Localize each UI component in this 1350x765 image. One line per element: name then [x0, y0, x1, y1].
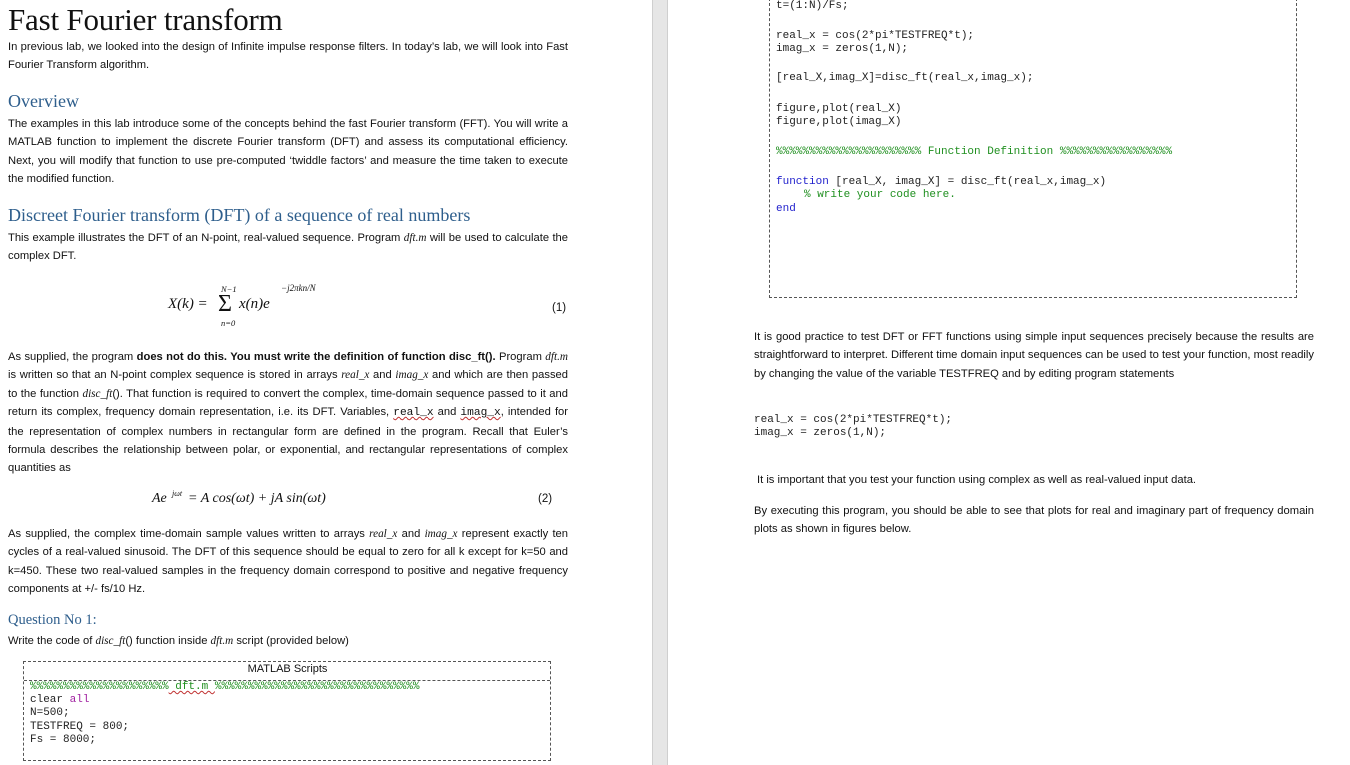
code2-realx-line: real_x = cos(2*pi*TESTFREQ*t);: [754, 414, 953, 426]
dft-paragraph: This example illustrates the DFT of an N-point, real-valued sequence. Program dft.m will be used to calculate the complex DFT.: [8, 232, 569, 263]
question-heading: Question No 1:: [8, 612, 97, 628]
code-realx-line: real_x = cos(2*pi*TESTFREQ*t);: [776, 30, 975, 42]
eq1-sum-bottom: n=0: [221, 318, 236, 328]
code-testfreq-line: TESTFREQ = 800;: [30, 721, 130, 733]
filename-dft: dft.m: [403, 232, 427, 244]
supplied-paragraph: As supplied, the program does not do this. You must write the definition of function disc_ft(). Program dft.m is written so that an N-point complex sequence is stored in arrays real_x and imag_x and which are then passed to the function disc_ft(). That function is required to convert the complex, time-domain sequence passed to it and return its complex, frequency domain representation, i.e. its DFT. Variables, real_x and imag_x, intended for the representation of complex numbers in rectangular form are defined in the program. Recall that Euler’s formula describes the relationship between polar, or exponential, and rectangular representations of complex quantities as: [8, 351, 569, 475]
code-fs-line: Fs = 8000;: [30, 734, 97, 746]
eq1-lhs: X(k) =: [168, 296, 208, 312]
dft-heading: Discreet Fourier transform (DFT) of a sequence of real numbers: [8, 205, 471, 225]
code-figure1-line: figure,plot(real_X): [776, 103, 902, 115]
code-call-line: [real_X,imag_X]=disc_ft(real_x,imag_x);: [776, 72, 1034, 84]
eq2-exponent: jωt: [172, 489, 183, 498]
eq1-number: (1): [552, 302, 567, 314]
samples-paragraph: As supplied, the complex time-domain sample values written to arrays real_x and imag_x represent exactly ten cycles of a real-valued sinusoid. The DFT of this sequence should be equal to zero for all k except for k=50 and k=450. These two real-valued samples in the frequency domain correspond to positive and negative frequency components at +/- fs/10 Hz.: [8, 528, 568, 596]
sigma-symbol: Σ: [218, 291, 232, 317]
code-figure2-line: figure,plot(imag_X): [776, 116, 902, 128]
document-page-right: [668, 0, 1350, 765]
code-n-line: N=500;: [30, 707, 70, 719]
code-t-line: t=(1:N)/Fs;: [776, 0, 849, 12]
overview-heading: Overview: [8, 91, 79, 111]
exec-paragraph: By executing this program, you should be able to see that plots for real and imaginary part of frequency domain plots as shown in figures below.: [754, 505, 1314, 536]
document-page-left: [0, 0, 652, 765]
code-end-line: end: [776, 203, 796, 215]
code-comment-line: % write your code here.: [804, 189, 956, 201]
code-function-definition-banner: %%%%%%%%%%%%%%%%%%%%%% Function Definition %%%%%%%%%%%%%%%%%: [776, 146, 1173, 158]
eq1-sum-top: N−1: [221, 284, 237, 294]
code-imagx-line: imag_x = zeros(1,N);: [776, 43, 909, 55]
code2-imagx-line: imag_x = zeros(1,N);: [754, 427, 887, 439]
complex-paragraph: It is important that you test your function using complex as well as real-valued input data.: [757, 474, 1197, 486]
page-title: Fast Fourier transform: [8, 2, 283, 37]
eq2-rhs: = A cos(ωt) + jA sin(ωt): [188, 491, 326, 506]
test-paragraph: It is good practice to test DFT or FFT functions using simple input sequences precisely because the results are straightforward to interpret. Different time domain input sequences can be used to test your function, most readily by changing the value of the variable TESTFREQ and by editing program statements: [754, 331, 1314, 380]
eq2-lhs: Ae: [152, 491, 167, 506]
eq2-number: (2): [538, 493, 553, 505]
eq1-exponent: −j2πkn/N: [281, 283, 316, 293]
code-header-line: %%%%%%%%%%%%%%%%%%%%% dft.m %%%%%%%%%%%%%%%%%%%%%%%%%%%%%%%: [30, 681, 420, 693]
code-clear-line: clear all: [30, 694, 90, 706]
matlab-scripts-label: MATLAB Scripts: [247, 663, 328, 675]
overview-paragraph: The examples in this lab introduce some of the concepts behind the fast Fourier transform (FFT). You will write a MATLAB function to implement the discrete Fourier transform (DFT) and assess its computational efficiency. Next, you will modify that function to use pre-computed ‘twiddle factors’ and measure the time taken to execute the modified function.: [8, 118, 568, 186]
page-gutter: [652, 0, 668, 765]
code-function-line: function [real_X, imag_X] = disc_ft(real_x,imag_x): [776, 176, 1107, 188]
intro-paragraph: In previous lab, we looked into the design of Infinite impulse response filters. In today’s lab, we will look into Fast Fourier Transform algorithm.: [8, 41, 568, 72]
eq1-term: x(n)e: [239, 296, 270, 312]
matlab-script-box: [23, 661, 551, 761]
question-text: Write the code of disc_ft() function inside dft.m script (provided below): [8, 635, 349, 647]
